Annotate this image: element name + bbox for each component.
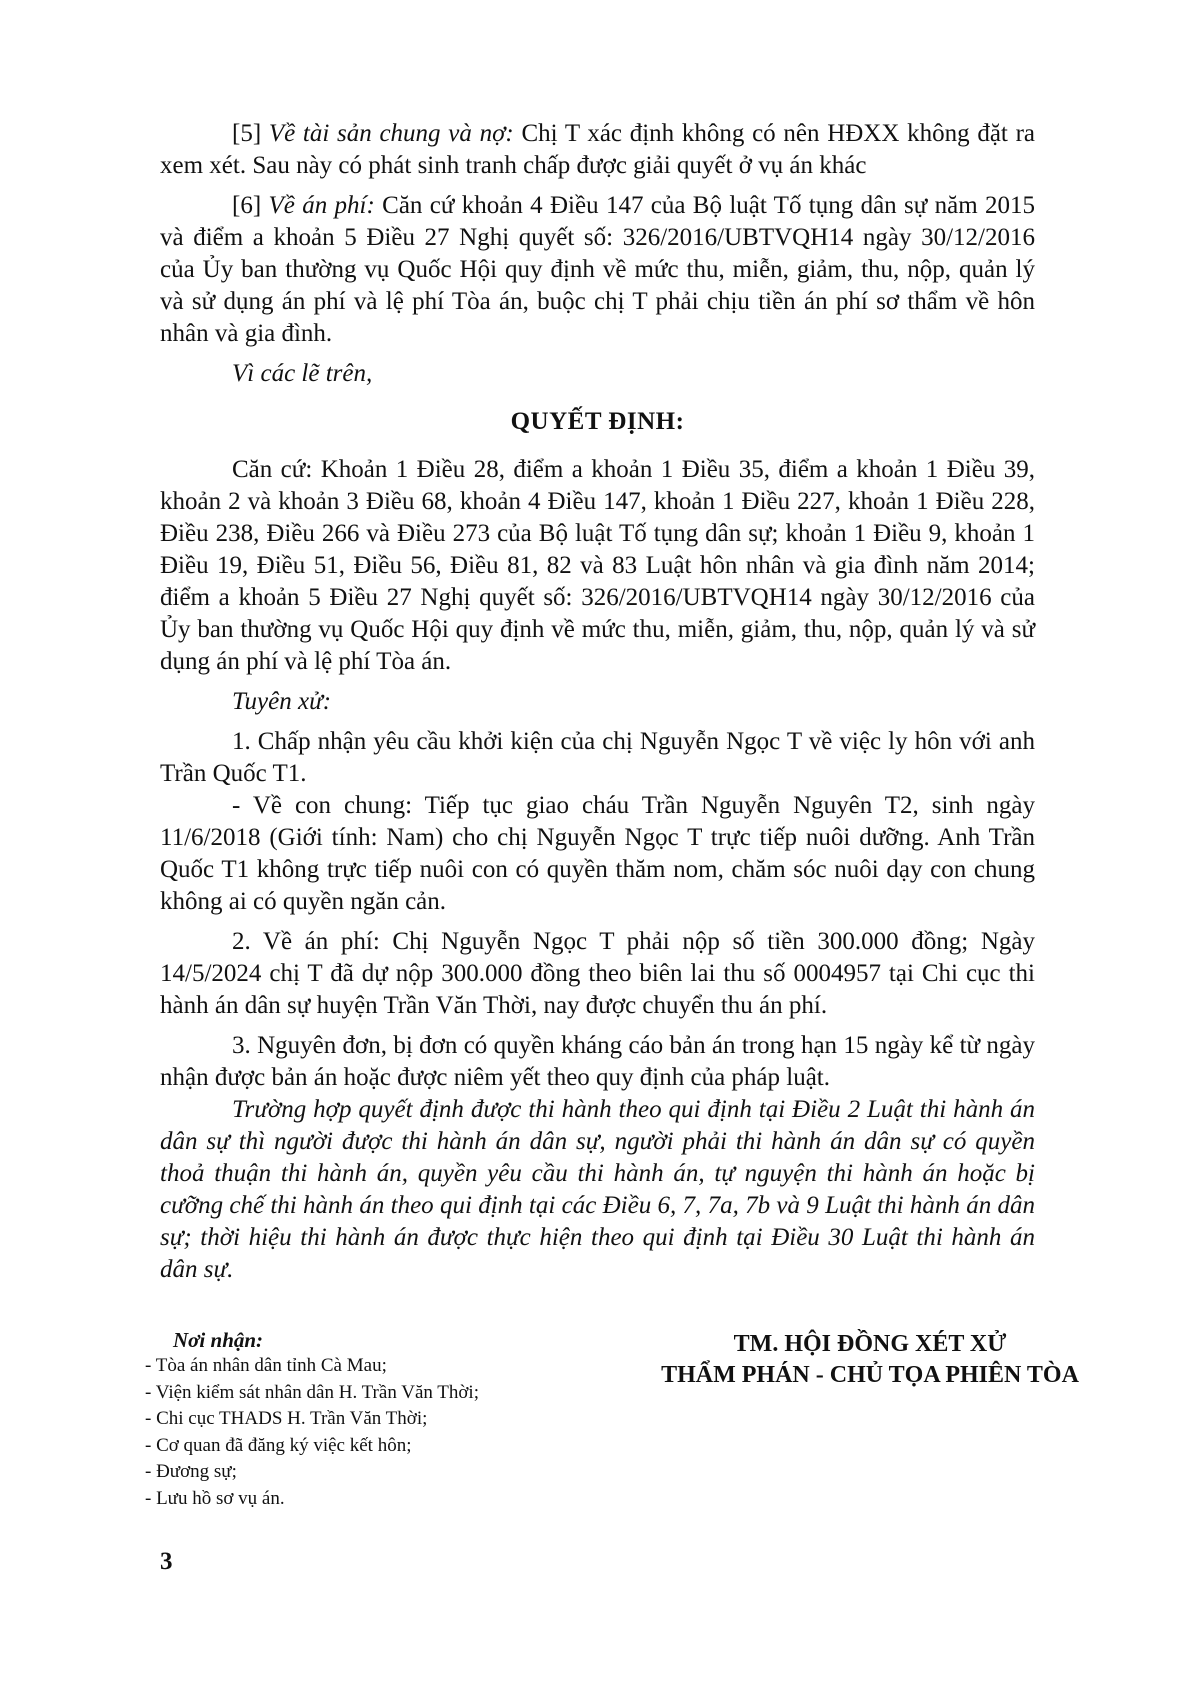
- paragraph-label: Về tài sản chung và nợ:: [268, 120, 514, 147]
- recipients-block: [145, 1327, 585, 1512]
- paragraph-text: Căn cứ khoản 4 Điều 147 của Bộ luật Tố tụng dân sự năm 2015 và điểm a khoản 5 Điều 27 Nghị quyết số: 326/2016/UBTVQH14 ngày 30/12/2016 của Ủy ban thường vụ Quốc Hội quy định về mức thu, miễn, giảm, thu, nộp, quản lý và sử dụng án phí và lệ phí Tòa án, buộc chị T phải chịu tiền án phí sơ thẩm về hôn nhân và gia đình.: [160, 192, 1035, 347]
- paragraph-text: Chị T xác định không có nên HĐXX không đặt ra xem xét. Sau này có phát sinh tranh chấp được giải quyết ở vụ án khác: [160, 120, 1035, 179]
- signature-block: [625, 1329, 1115, 1391]
- list-item: - Lưu hồ sơ vụ án.: [145, 1487, 285, 1509]
- verdict-item-2: 2. Về án phí: Chị Nguyễn Ngọc T phải nộp số tiền 300.000 đồng; Ngày 14/5/2024 chị T đã dự nộp 300.000 đồng theo biên lai thu số 0004957 tại Chi cục thi hành án dân sự huyện Trần Văn Thời, nay được chuyển thu án phí.: [160, 928, 1035, 1019]
- list-item: - Tòa án nhân dân tỉnh Cà Mau;: [145, 1355, 387, 1376]
- list-item: - Chi cục THADS H. Trần Văn Thời;: [145, 1408, 428, 1429]
- decision-heading: QUYẾT ĐỊNH:: [510, 408, 685, 435]
- document-body: [160, 118, 1035, 1286]
- signature-title: TM. HỘI ĐỒNG XÉT XỬ: [733, 1331, 1007, 1357]
- recipients-title: Nơi nhận:: [173, 1328, 264, 1352]
- paragraph-label: Về án phí:: [268, 192, 375, 219]
- verdict-item-3: 3. Nguyên đơn, bị đơn có quyền kháng cáo bản án trong hạn 15 ngày kể từ ngày nhận được bản án hoặc được niêm yết theo quy định của pháp luật.: [160, 1032, 1035, 1091]
- page-number: 3: [160, 1548, 173, 1575]
- signature-role: THẨM PHÁN - CHỦ TỌA PHIÊN TÒA: [661, 1362, 1079, 1388]
- enforcement-note: Trường hợp quyết định được thi hành theo qui định tại Điều 2 Luật thi hành án dân sự thì người được thi hành án dân sự, người phải thi hành án dân sự có quyền thoả thuận thi hành án, quyền yêu cầu thi hành án, tự nguyện thi hành án hoặc bị cưỡng chế thi hành án theo qui định tại các Điều 6, 7, 7a, 7b và 9 Luật thi hành án dân sự; thời hiệu thi hành án được thực hiện theo qui định tại Điều 30 Luật thi hành án dân sự.: [160, 1096, 1035, 1283]
- decision-basis: Căn cứ: Khoản 1 Điều 28, điểm a khoản 1 Điều 35, điểm a khoản 1 Điều 39, khoản 2 và khoản 3 Điều 68, khoản 4 Điều 147, khoản 1 Điều 227, khoản 1 Điều 228, Điều 238, Điều 266 và Điều 273 của Bộ luật Tố tụng dân sự; khoản 1 Điều 9, khoản 1 Điều 19, Điều 51, Điều 56, Điều 81, 82 và 83 Luật hôn nhân và gia đình năm 2014; điểm a khoản 5 Điều 27 Nghị quyết số: 326/2016/UBTVQH14 ngày 30/12/2016 của Ủy ban thường vụ Quốc Hội quy định về mức thu, miễn, giảm, thu, nộp, quản lý và sử dụng án phí và lệ phí Tòa án.: [160, 456, 1035, 675]
- list-item: - Viện kiểm sát nhân dân H. Trần Văn Thời;: [145, 1381, 479, 1403]
- paragraph-court-fee: [160, 190, 1035, 350]
- paragraph-number: [6]: [232, 192, 269, 219]
- reasons-line: Vì các lẽ trên,: [232, 360, 373, 387]
- recipients-list: [145, 1353, 585, 1512]
- verdict-item-1: 1. Chấp nhận yêu cầu khởi kiện của chị Nguyễn Ngọc T về việc ly hôn với anh Trần Quốc T1.: [160, 728, 1035, 787]
- verdict-label: Tuyên xử:: [232, 688, 332, 715]
- list-item: - Cơ quan đã đăng ký việc kết hôn;: [145, 1434, 412, 1456]
- document-footer: [145, 1327, 1115, 1527]
- paragraph-common-assets: [160, 118, 1035, 182]
- verdict-item-1-child: - Về con chung: Tiếp tục giao cháu Trần Nguyễn Nguyên T2, sinh ngày 11/6/2018 (Giới tính: Nam) cho chị Nguyễn Ngọc T trực tiếp nuôi dưỡng. Anh Trần Quốc T1 không trực tiếp nuôi con có quyền thăm nom, chăm sóc nuôi dạy con chung không ai có quyền ngăn cản.: [160, 792, 1035, 915]
- paragraph-number: [5]: [232, 120, 269, 147]
- list-item: - Đương sự;: [145, 1461, 237, 1482]
